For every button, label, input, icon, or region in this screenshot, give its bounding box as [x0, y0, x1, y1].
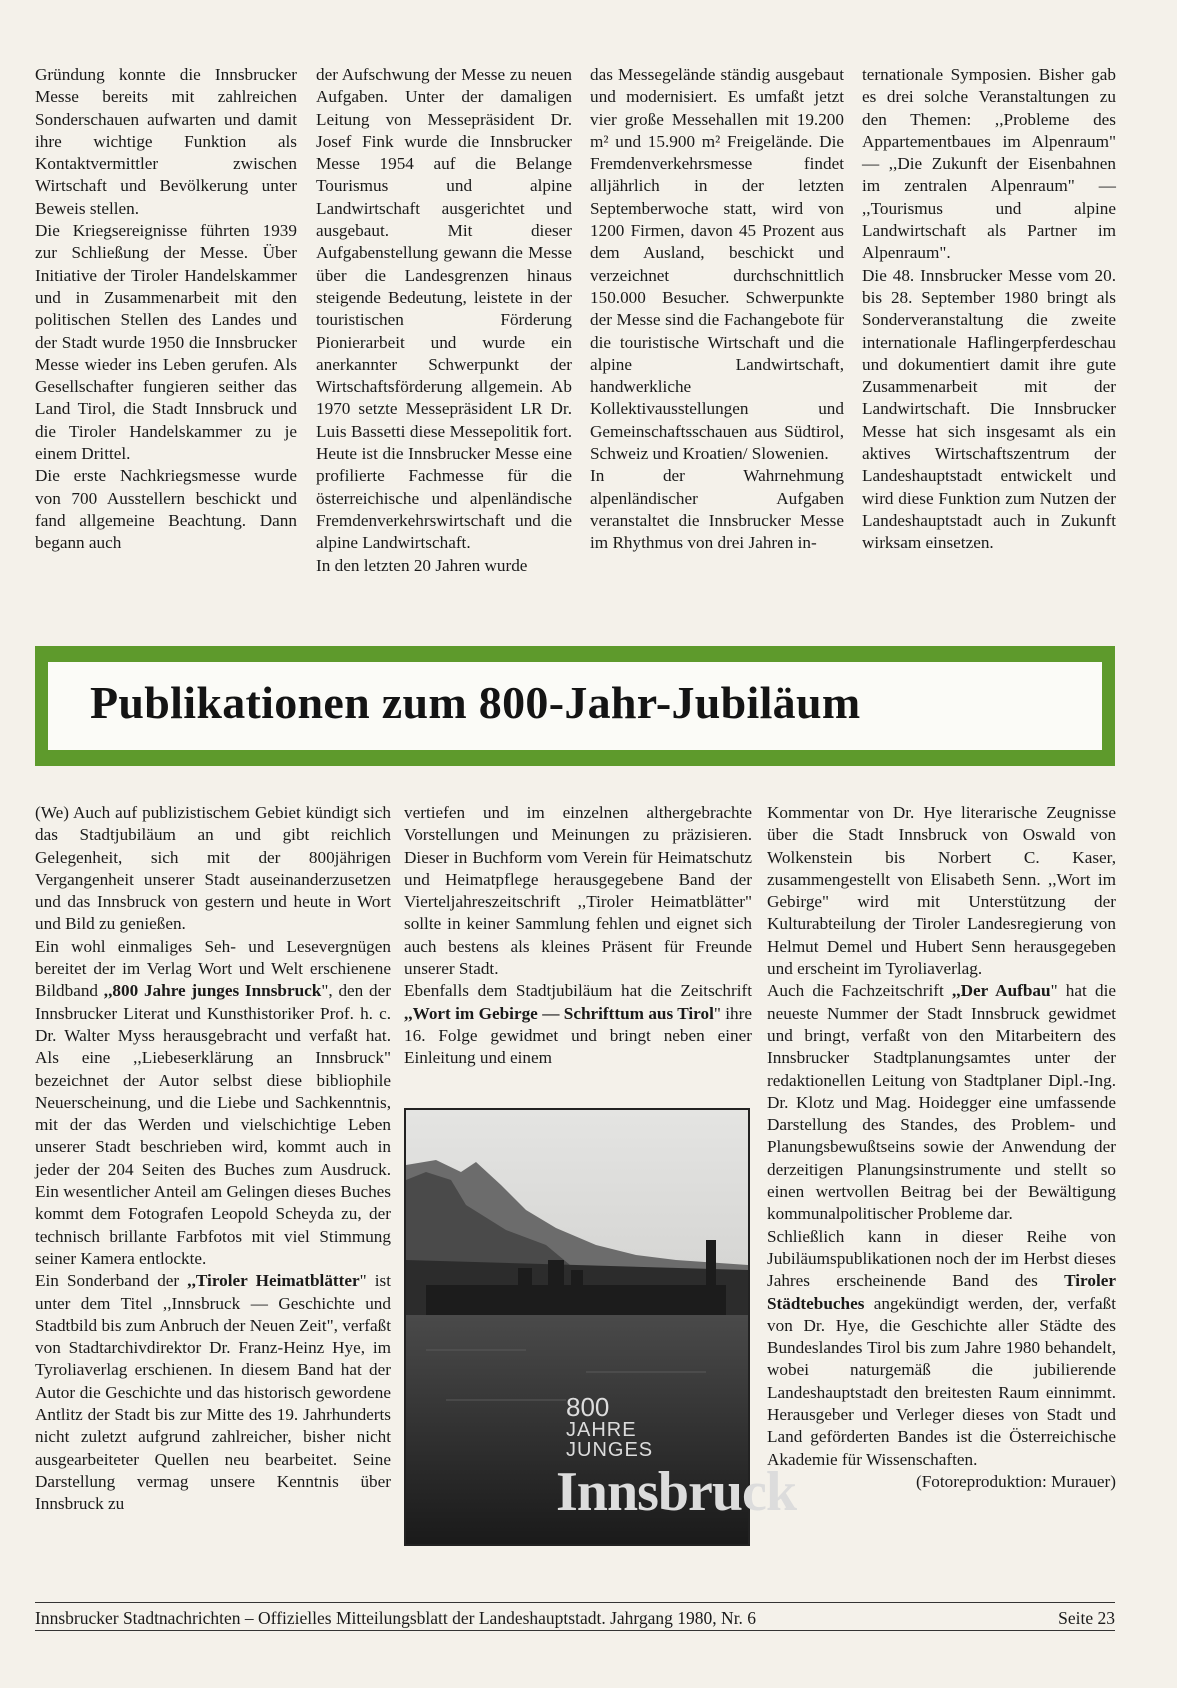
book-title: ,,800 Jahre junges Innsbruck — [103, 981, 322, 1001]
paragraph: Ebenfalls dem Stadtjubiläum hat die Zeitschrift ,,Wort im Gebirge — Schrifttum aus Tirol" ihre 16. Folge gewidmet und bringt neben einer Einleitung und einem — [404, 981, 752, 1068]
cover-number: 800 — [566, 1392, 610, 1422]
paragraph: Die erste Nachkriegsmesse wurde von 700 Ausstellern beschickt und fand allgemeine Beachtung. Dann begann auch — [35, 466, 297, 553]
paragraph: In der Wahrnehmung alpenländischer Aufgaben veranstaltet die Innsbrucker Messe im Rhythmus von drei Jahren in- — [590, 466, 844, 553]
paragraph: Auch die Fachzeitschrift ,,Der Aufbau" hat die neueste Nummer der Stadt Innsbruck gewidmet und bringt, verfaßt von den Mitarbeitern des Innsbrucker Stadtplanungsamtes unter der redaktionellen Leitung von Stadtplaner Dipl.-Ing. Dr. Klotz und Mag. Hoidegger eine umfassende Darstellung des Standes, des Problem- und Planungsbewußtseins sowie der Anwendung der derzeitigen Planungsinstrumente und stellt so einen wertvollen Beitrag bei der Bewältigung kommunalpolitischer Probleme dar. — [767, 981, 1117, 1224]
paragraph: Die 48. Innsbrucker Messe vom 20. bis 28. September 1980 bringt als Sonderveranstaltung die zweite internationale Haflingerpferdeschau und dokumentiert damit ihre gute Zusammenarbeit mit der Landwirtschaft. Die Innsbrucker Messe hat sich insgesamt als ein aktives Wirtschaftszentrum der Landeshauptstadt entwickelt und wird diese Funktion zum Nutzen der Landeshauptstadt auch in Zukunft wirksam einsetzen. — [862, 265, 1116, 553]
bottom-column-1 — [35, 802, 391, 1516]
paragraph: das Messegelände ständig ausgebaut und modernisiert. Es umfaßt jetzt vier große Messehallen mit 19.200 m² und 15.900 m² Freigelände. Die Fremdenverkehrsmesse findet alljährlich in der letzten Septemberwoche statt, wird von 1200 Firmen, davon 45 Prozent aus dem Ausland, beschickt und verzeichnet durchschnittlich 150.000 Besucher. Schwerpunkte der Messe sind die Fachangebote für die touristische Wirtschaft und die alpine Landwirtschaft, handwerkliche Kollektivausstellungen und Gemeinschaftsschauen aus Südtirol, Schweiz und Kroatien/ Slowenien. — [590, 65, 844, 464]
paragraph: Ein wohl einmaliges Seh- und Lesevergnügen bereitet der im Verlag Wort und Welt erschienene Bildband ,,800 Jahre junges Innsbruck", den der Innsbrucker Literat und Kunsthistoriker Prof. h. c. Dr. Walter Myss herausgebracht und verfaßt hat. Als eine ,,Liebeserklärung an Innsbruck" bezeichnet der Autor selbst diese bibliophile Neuerscheinung, und die Liebe und Sachkenntnis, mit der das Werden und vielschichtige Leben unserer Stadt beschrieben wird, kommt auch in jeder der 204 Seiten des Buches zum Ausdruck. Ein wesentlicher Anteil am Gelingen dieses Buches kommt dem Fotografen Leopold Scheyda zu, der technisch brillante Farbfotos mit viel Stimmung seiner Kamera entlockte. — [35, 936, 391, 1268]
paragraph: ternationale Symposien. Bisher gab es drei solche Veranstaltungen zu den Themen: ,,Probleme des Appartementbaues im Alpenraum" — ,,Die Zukunft der Eisenbahnen im zentralen Alpenraum" — ,,Tourismus und alpine Landwirtschaft als Partner im Alpenraum". — [862, 65, 1116, 263]
paragraph: Schließlich kann in dieser Reihe von Jubiläumspublikationen noch der im Herbst dieses Jahres erscheinende Band des Tiroler Städtebuches angekündigt werden, der, verfaßt von Dr. Hye, die Geschichte aller Städte des Bundeslandes Tirol bis zum Jahre 1980 behandelt, wobei naturgemäß die jubilierende Landeshauptstadt den breitesten Raum einnimmt. Herausgeber und Verleger dieses von Stadt und Land geförderten Bandes ist die Österreichische Akademie für Wissenschaften. — [767, 1226, 1116, 1469]
page-number: Seite 23 — [1058, 1608, 1115, 1628]
footer-rule-bottom — [35, 1630, 1115, 1631]
publication-title: ,,Der Aufbau — [951, 981, 1051, 1001]
book-cover-photo — [404, 1108, 797, 1546]
footer-publication: Innsbrucker Stadtnachrichten – Offizielles Mitteilungsblatt der Landeshauptstadt. Jahrgang 1980, Nr. 6 — [35, 1608, 757, 1628]
banner-panel — [48, 662, 1102, 750]
top-column-2 — [316, 64, 572, 577]
cover-title: Innsbruck — [556, 1461, 797, 1523]
paragraph: Gründung konnte die Innsbrucker Messe bereits mit zahlreichen Sonderschauen aufwarten und damit ihre wichtige Funktion als Kontaktvermittler zwischen Wirtschaft und Bevölkerung unter Beweis stellen. — [35, 65, 297, 218]
section-title: Publikationen zum 800-Jahr-Jubiläum — [90, 677, 861, 728]
top-column-3 — [590, 64, 844, 555]
book-title: ,,Tiroler Heimatblätter — [187, 1271, 360, 1291]
bottom-column-2 — [404, 802, 752, 1070]
paragraph: Ein Sonderband der ,,Tiroler Heimatblätter" ist unter dem Titel ,,Innsbruck — Geschichte und Stadtbild bis zum Anbruch der Neuen Zeit", verfaßt von Stadtarchivdirektor Dr. Franz-Heinz Hye, im Tyroliaverlag erschienen. In diesem Band hat der Autor die Geschichte und das historisch gewordene Antlitz der Stadt bis zur Mitte des 19. Jahrhunderts nicht zuletzt aufgrund zahlreicher, bisher nicht ausgearbeiteter Quellen neu bearbeitet. Seine Darstellung vermag unsere Kenntnis über Innsbruck zu — [35, 1271, 392, 1514]
book-title: ,,Wort im Gebirge — Schrifttum aus Tirol — [404, 1003, 714, 1023]
photo-credit: (Fotoreproduktion: Murauer) — [916, 1471, 1116, 1491]
paragraph: Die Kriegsereignisse führten 1939 zur Schließung der Messe. Über Initiative der Tiroler Handelskammer und in Zusammenarbeit mit den politischen Stellen des Landes und der Stadt wurde 1950 die Innsbrucker Messe wieder ins Leben gerufen. Als Gesellschafter fungieren seither das Land Tirol, die Stadt Innsbruck und die Tiroler Handelskammer zu je einem Drittel. — [35, 221, 297, 464]
paragraph: vertiefen und im einzelnen althergebrachte Vorstellungen und Meinungen zu präzisieren. Dieser in Buchform vom Verein für Heimatschutz und Heimatpflege herausgegebene Band der Vierteljahreszeitschrift ,,Tiroler Heimatblätter" sollte in keiner Sammlung fehlen und eignet sich auch bestens als kleines Präsent für Freunde unserer Stadt. — [404, 803, 752, 979]
top-column-4 — [862, 64, 1116, 555]
paragraph: (We) Auch auf publizistischem Gebiet kündigt sich das Stadtjubiläum an und gibt reichlich Gelegenheit, sich mit der 800jährigen Vergangenheit unserer Stadt auseinanderzusetzen und das Innsbruck von gestern und heute in Wort und Bild zu genießen. — [35, 803, 391, 934]
section-banner — [35, 646, 1115, 766]
footer-rule-top — [35, 1602, 1115, 1603]
top-column-1 — [35, 64, 297, 555]
paragraph: der Aufschwung der Messe zu neuen Aufgaben. Unter der damaligen Leitung von Messepräsident Dr. Josef Fink wurde die Innsbrucker Messe 1954 auf die Belange Tourismus und alpine Landwirtschaft ausgerichtet und ausgebaut. Mit dieser Aufgabenstellung gewann die Messe über die Landesgrenzen hinaus steigende Bedeutung, leistete in der touristischen Förderung Pionierarbeit und wurde ein anerkannter Schwerpunkt der Wirtschaftsförderung allgemein. Ab 1970 setzte Messepräsident LR Dr. Luis Bassetti diese Messepolitik fort. Heute ist die Innsbrucker Messe eine profilierte Fachmesse für die österreichische und alpenländische Fremdenverkehrswirtschaft und die alpine Landwirtschaft. — [316, 65, 572, 553]
bottom-column-3 — [767, 802, 1116, 1493]
paragraph: In den letzten 20 Jahren wurde — [316, 555, 528, 575]
cover-word-junges: JUNGES — [566, 1439, 654, 1461]
publication-title: Tiroler Städtebuches — [767, 1271, 1116, 1313]
cover-word-jahre: JAHRE — [566, 1419, 637, 1441]
paragraph: Kommentar von Dr. Hye literarische Zeugnisse über die Stadt Innsbruck von Oswald von Wolkenstein bis Norbert C. Kaser, zusammengestellt von Elisabeth Senn. ,,Wort im Gebirge" wird mit Unterstützung der Kulturabteilung der Tiroler Landesregierung von Helmut Demel und Hubert Senn herausgegeben und erscheint im Tyroliaverlag. — [767, 803, 1116, 979]
